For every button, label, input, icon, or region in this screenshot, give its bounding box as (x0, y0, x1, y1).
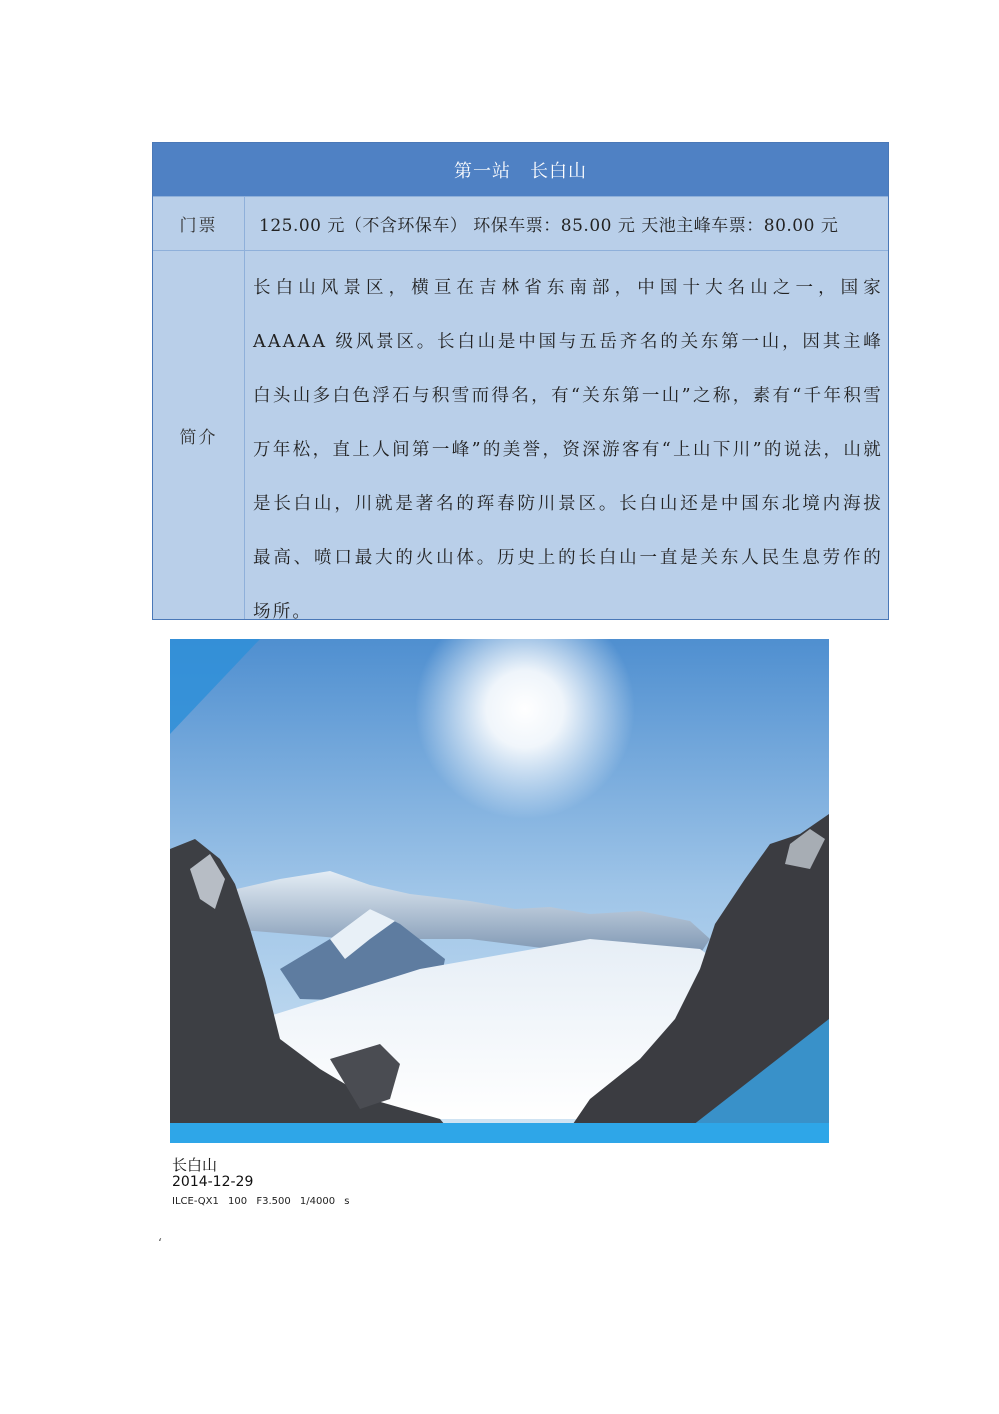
photo-caption-meta: ILCE-QX1 100 F3.500 1/4000 s (172, 1196, 350, 1207)
info-table (152, 142, 889, 620)
ticket-text: 125.00 元（不含环保车） 环保车票：85.00 元 天池主峰车票：80.00 元 (259, 216, 839, 236)
intro-label: 简介 (153, 251, 245, 619)
photo-caption-date: 2014-12-29 (172, 1174, 254, 1190)
photo-caption-title: 长白山 (172, 1156, 218, 1174)
mountain-photo (170, 639, 829, 1143)
table-title: 第一站 长白山 (153, 143, 888, 196)
intro-row (153, 251, 888, 622)
ticket-row (153, 196, 888, 251)
intro-text: 长白山风景区，横亘在吉林省东南部，中国十大名山之一，国家 AAAAA 级风景区。长白山是中国与五岳齐名的关东第一山，因其主峰白头山多白色浮石与积雪而得名，有“关东第一山”之称，素有“千年积雪万年松，直上人间第一峰”的美誉，资深游客有“上山下川”的说法，山就是长白山，川就是著名的珲春防川景区。长白山还是中国东北境内海拔最高、喷口最大的火山体。历史上的长白山一直是关东人民生息劳作的场所。 (253, 278, 883, 622)
stray-quote-mark: ‘ (158, 1236, 162, 1250)
ticket-label: 门票 (153, 197, 245, 250)
